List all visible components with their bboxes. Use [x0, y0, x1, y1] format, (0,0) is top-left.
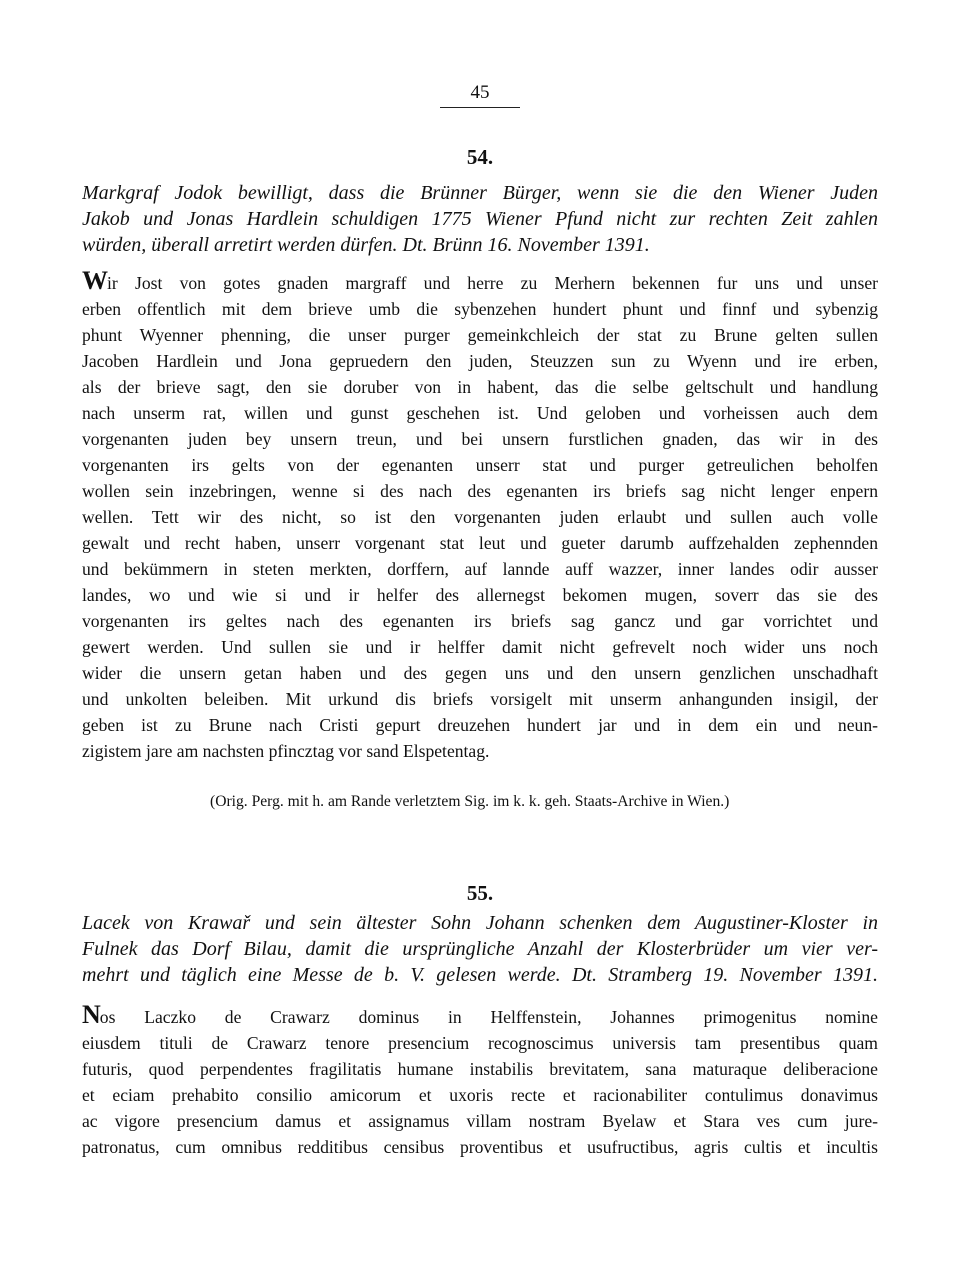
initial-letter: W — [82, 270, 107, 295]
body-line: als der brieve sagt, den sie doruber von in habent, das die selbe geltschult und handlung — [82, 377, 878, 397]
body-line: futuris, quod perpendentes fragilitatis humane instabilis brevitatem, sana maturaque deliberacione — [82, 1059, 878, 1079]
body-line: gewalt und recht haben, unserr vorgenant stat leut und gueter darumb auffzehalden zephennden — [82, 533, 878, 553]
document-heading-54 — [82, 180, 878, 258]
body-line: eiusdem tituli de Crawarz tenore presencium recognoscimus universis tam presentibus quam — [82, 1033, 878, 1053]
body-line: vorgenanten irs gelts von der egenanten unserr stat und purger getreulichen beholfen — [82, 455, 878, 475]
document-body-54 — [82, 270, 878, 764]
first-line-text: ir Jost von gotes gnaden margraff und herre zu Merhern bekennen fur uns und unser — [107, 273, 878, 293]
body-first-line — [82, 270, 878, 296]
document-heading-55 — [82, 910, 878, 988]
document-number-55: 55. — [466, 881, 494, 905]
document-body-55 — [82, 1004, 878, 1160]
body-line: erben offentlich mit dem brieve umb die sybenzehen hundert phunt und finnf und sybenzig — [82, 299, 878, 319]
body-line: nach unserm rat, willen und gunst geschehen ist. Und geloben und vorheissen auch dem — [82, 403, 878, 423]
page-number-rule — [440, 107, 520, 108]
body-line: und bekümmern in steten merkten, dorffern, auf lannde auff wazzer, inner landes odir ausser — [82, 559, 878, 579]
body-line: vorgenanten irs geltes nach des egenanten irs briefs sag gancz und gar vorrichtet und — [82, 611, 878, 631]
body-first-line — [82, 1004, 878, 1030]
body-line: ac vigore presencium damus et assignamus villam nostram Byelaw et Stara ves cum jure- — [82, 1111, 878, 1131]
body-line: Jacoben Hardlein und Jona gepruedern den juden, Steuzzen sun zu Wyenn und ire erben, — [82, 351, 878, 371]
body-line: zigistem jare am nachsten pfincztag vor sand Elspetentag. — [82, 741, 490, 761]
body-line: gewert werden. Und sullen sie und ir helffer damit nicht gefrevelt noch wider uns noch — [82, 637, 878, 657]
heading-line: Lacek von Krawař und sein ältester Sohn Johann schenken dem Augustiner-Kloster in — [82, 912, 878, 934]
body-line: wollen sein inzebringen, wenne si des nach des egenanten irs briefs sag nicht lenger enpern — [82, 481, 878, 501]
first-line-text: os Laczko de Crawarz dominus in Helffenstein, Johannes primogenitus nomine — [99, 1007, 878, 1027]
page-number: 45 — [470, 82, 490, 103]
heading-line: Fulnek das Dorf Bilau, damit die ursprüngliche Anzahl der Klosterbrüder um vier ver- — [82, 938, 878, 960]
body-line: patronatus, cum omnibus redditibus censibus proventibus et usufructibus, agris cultis et incultis — [82, 1137, 878, 1157]
body-line: phunt Wyenner phenning, die unser purger gemeinkchleich der stat zu Brune gelten sullen — [82, 325, 878, 345]
heading-line: Jakob und Jonas Hardlein schuldigen 1775 Wiener Pfund nicht zur rechten Zeit zahlen — [82, 208, 878, 230]
heading-line: Markgraf Jodok bewilligt, dass die Brünner Bürger, wenn sie die den Wiener Juden — [82, 182, 878, 204]
body-line: vorgenanten juden bey unsern treun, und bei unsern furstlichen gnaden, das wir in des — [82, 429, 878, 449]
source-note: (Orig. Perg. mit h. am Rande verletztem Sig. im k. k. geh. Staats-Archive in Wien.) — [210, 793, 730, 810]
body-line: et eciam prehabito consilio amicorum et uxoris recte et racionabiliter contulimus donavimus — [82, 1085, 878, 1105]
document-number-54: 54. — [466, 145, 494, 169]
initial-letter: N — [82, 1004, 100, 1029]
body-line: landes, wo und wie si und ir helfer des allernegst bekomen mugen, soverr das sie des — [82, 585, 878, 605]
body-line: geben ist zu Brune nach Cristi gepurt dreuzehen hundert jar und in dem ein und neun- — [82, 715, 878, 735]
body-line: wellen. Tett wir des nicht, so ist den vorgenanten juden erlaubt und sullen auch volle — [82, 507, 878, 527]
body-line: und unkolten beleiben. Mit urkund dis briefs vorsigelt mit unserm anhangunden insigil, der — [82, 689, 878, 709]
heading-line: mehrt und täglich eine Messe de b. V. gelesen werde. Dt. Stramberg 19. November 1391. — [82, 964, 878, 986]
heading-line: würden, überall arretirt werden dürfen. Dt. Brünn 16. November 1391. — [82, 234, 650, 256]
body-line: wider die unsern getan haben und des gegen uns und den unsern genzlichen unschadhaft — [82, 663, 878, 683]
